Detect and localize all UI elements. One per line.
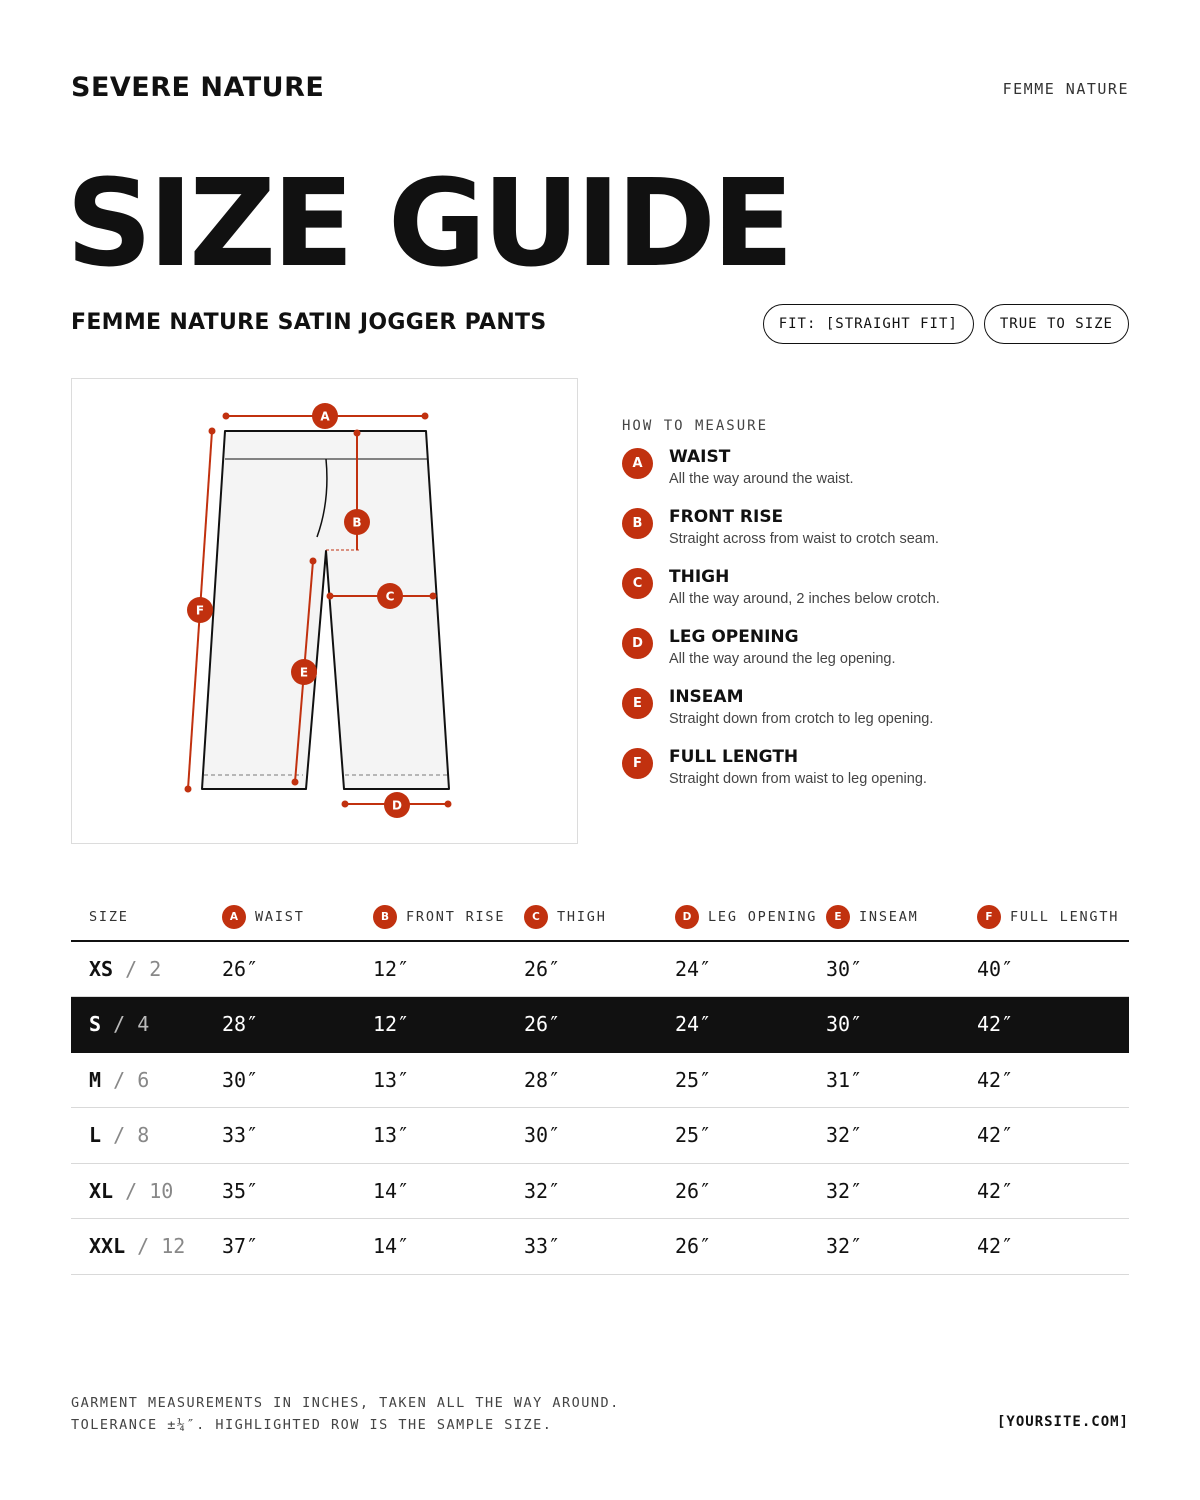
table-row [71,1052,1129,1108]
table-row [71,941,1129,997]
table-header-row [71,893,1129,941]
svg-text:F: F [195,603,205,618]
full-length-cell: 40″ [977,941,1129,997]
size-cell: S / 4 [71,997,222,1053]
footnote [71,1392,620,1436]
header-badge: D [675,905,699,929]
inseam-cell: 30″ [826,997,977,1053]
front-rise-cell: 14″ [373,1163,524,1219]
col-header-front-rise [373,893,524,941]
col-header-waist [222,893,373,941]
size-cell: M / 6 [71,1052,222,1108]
size-cell: L / 8 [71,1108,222,1164]
leg-opening-cell: 26″ [675,1219,826,1275]
thigh-cell: 30″ [524,1108,675,1164]
label-d [384,792,410,818]
label-e [291,659,317,685]
waist-cell: 28″ [222,997,373,1053]
svg-text:E: E [299,665,309,680]
measure-desc: All the way around the waist. [669,471,854,487]
header-badge: A [222,905,246,929]
full-length-cell: 42″ [977,1219,1129,1275]
how-to-measure-heading: HOW TO MEASURE [622,418,769,434]
col-label: WAIST [255,908,305,925]
full-length-cell: 42″ [977,1052,1129,1108]
measure-desc: Straight across from waist to crotch seam. [669,531,939,547]
waist-cell: 33″ [222,1108,373,1164]
thigh-cell: 26″ [524,941,675,997]
header-badge: F [977,905,1001,929]
leg-opening-cell: 24″ [675,941,826,997]
col-header-thigh [524,893,675,941]
svg-text:B: B [352,515,362,530]
website-link[interactable]: [YOURSITE.COM] [996,1414,1129,1430]
measure-badge: A [622,448,653,479]
waist-cell: 30″ [222,1052,373,1108]
size-table [71,893,1129,1275]
front-rise-cell: 14″ [373,1219,524,1275]
col-header-full-length [977,893,1129,941]
svg-text:D: D [392,798,402,813]
leg-opening-cell: 25″ [675,1052,826,1108]
measure-name: FRONT RISE [669,507,784,527]
leg-opening-cell: 24″ [675,997,826,1053]
thigh-cell: 26″ [524,997,675,1053]
measure-badge: C [622,568,653,599]
measure-name: THIGH [669,567,730,587]
table-row [71,997,1129,1053]
col-header-inseam [826,893,977,941]
measure-name: LEG OPENING [669,627,799,647]
label-f [187,597,213,623]
leg-opening-cell: 26″ [675,1163,826,1219]
inseam-cell: 32″ [826,1219,977,1275]
pants-diagram-svg [72,379,577,843]
waist-cell: 37″ [222,1219,373,1275]
brand-logo: SEVERE NATURE [71,72,325,103]
footnote-line: TOLERANCE ±¼″. HIGHLIGHTED ROW IS THE SAMPLE SIZE. [71,1417,553,1433]
measure-name: WAIST [669,447,731,467]
col-label: INSEAM [859,908,919,925]
label-c [377,583,403,609]
col-label: FULL LENGTH [1010,908,1120,925]
fit-badge: FIT: [STRAIGHT FIT] [763,304,974,344]
col-label: THIGH [557,908,607,925]
measure-item-inseam [622,686,1122,746]
svg-text:A: A [320,409,330,424]
measure-desc: Straight down from waist to leg opening. [669,771,927,787]
size-cell: XL / 10 [71,1163,222,1219]
pants-outline [202,431,449,789]
measurement-diagram [71,378,578,844]
page-title: SIZE GUIDE [66,155,791,294]
measure-badge: F [622,748,653,779]
front-rise-cell: 13″ [373,1108,524,1164]
col-label: FRONT RISE [406,908,506,925]
measure-item-front-rise [622,506,1122,566]
footnote-line: GARMENT MEASUREMENTS IN INCHES, TAKEN ALL THE WAY AROUND. [71,1395,620,1411]
front-rise-cell: 12″ [373,941,524,997]
measure-desc: Straight down from crotch to leg opening. [669,711,934,727]
front-rise-cell: 12″ [373,997,524,1053]
svg-text:C: C [385,589,395,604]
label-a [312,403,338,429]
inseam-cell: 30″ [826,941,977,997]
collection-name: FEMME NATURE [1002,80,1129,98]
measure-badge: B [622,508,653,539]
full-length-cell: 42″ [977,1108,1129,1164]
measure-item-leg-opening [622,626,1122,686]
inseam-cell: 32″ [826,1108,977,1164]
size-cell: XS / 2 [71,941,222,997]
table-row [71,1108,1129,1164]
measure-badge: D [622,628,653,659]
measure-item-thigh [622,566,1122,626]
thigh-cell: 33″ [524,1219,675,1275]
thigh-cell: 32″ [524,1163,675,1219]
measure-badge: E [622,688,653,719]
waist-cell: 26″ [222,941,373,997]
measure-desc: All the way around, 2 inches below crotch. [669,591,940,607]
how-to-measure [622,418,1122,806]
header-badge: B [373,905,397,929]
inseam-cell: 32″ [826,1163,977,1219]
measure-item-waist [622,446,1122,506]
measure-name: FULL LENGTH [669,747,799,767]
true-to-size-badge: TRUE TO SIZE [984,304,1129,344]
thigh-cell: 28″ [524,1052,675,1108]
waist-cell: 35″ [222,1163,373,1219]
front-rise-cell: 13″ [373,1052,524,1108]
size-cell: XXL / 12 [71,1219,222,1275]
product-name: FEMME NATURE SATIN JOGGER PANTS [71,310,547,335]
header-badge: C [524,905,548,929]
col-header-size: SIZE [71,893,222,941]
inseam-cell: 31″ [826,1052,977,1108]
full-length-cell: 42″ [977,997,1129,1053]
table-row [71,1219,1129,1275]
leg-opening-cell: 25″ [675,1108,826,1164]
measure-name: INSEAM [669,687,744,707]
table-row [71,1163,1129,1219]
label-b [344,509,370,535]
measure-item-full-length [622,746,1122,806]
header-badge: E [826,905,850,929]
fit-tags [763,304,1129,344]
full-length-cell: 42″ [977,1163,1129,1219]
col-label: LEG OPENING [708,908,818,925]
col-header-leg-opening [675,893,826,941]
measure-desc: All the way around the leg opening. [669,651,896,667]
